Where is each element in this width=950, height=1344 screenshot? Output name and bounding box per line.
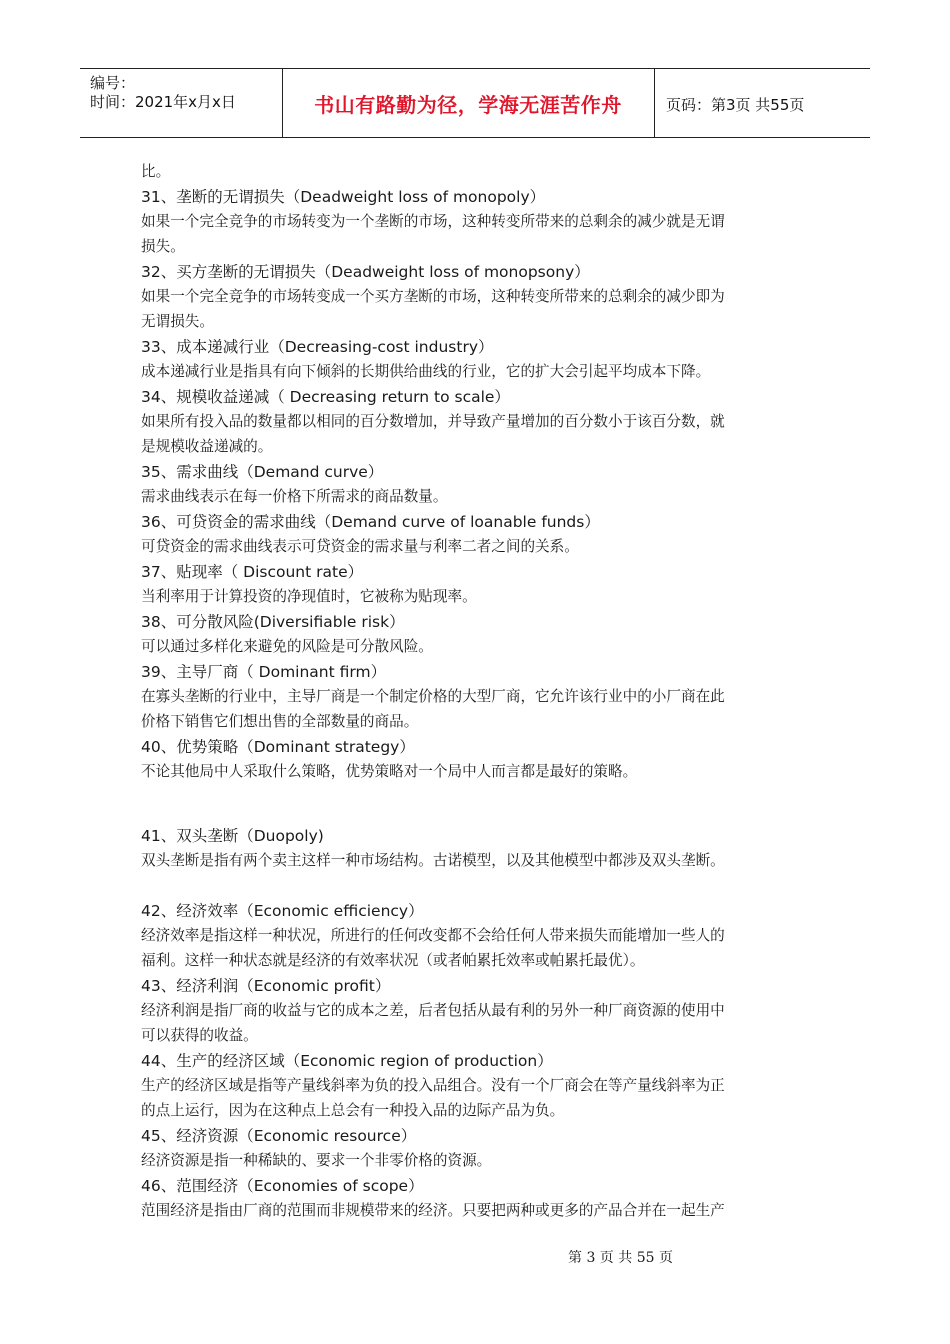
definition-text: 经济资源是指一种稀缺的、要求一个非零价格的资源。 [141, 1152, 492, 1169]
page-footer: 第 3 页 共 55 页 [568, 1250, 673, 1266]
definition-text: 价格下销售它们想出售的全部数量的商品。 [141, 713, 419, 730]
header-right-cell [656, 69, 870, 137]
definition-text: 无谓损失。 [141, 313, 214, 330]
definition-text: 在寡头垄断的行业中，主导厂商是一个制定价格的大型厂商，它允许该行业中的小厂商在此 [141, 688, 725, 705]
definition-text: 可以通过多样化来避免的风险是可分散风险。 [141, 638, 433, 655]
definition-text: 如果所有投入品的数量都以相同的百分数增加，并导致产量增加的百分数小于该百分数，就 [141, 413, 725, 430]
term-heading: 34、规模收益递减（ Decreasing return to scale） [141, 388, 510, 406]
definition-text: 不论其他局中人采取什么策略，优势策略对一个局中人而言都是最好的策略。 [141, 763, 638, 780]
definition-text: 需求曲线表示在每一价格下所需求的商品数量。 [141, 488, 448, 505]
term-heading: 35、需求曲线（Demand curve） [141, 463, 384, 481]
page-info: 页码：第3页 共55页 [666, 96, 805, 114]
definition-text: 范围经济是指由厂商的范围而非规模带来的经济。只要把两种或更多的产品合并在一起生产 [141, 1202, 725, 1219]
definition-text: 的点上运行，因为在这种点上总会有一种投入品的边际产品为负。 [141, 1102, 565, 1119]
term-heading: 45、经济资源（Economic resource） [141, 1127, 417, 1145]
term-heading: 41、双头垄断（Duopoly) [141, 827, 324, 845]
definition-text: 双头垄断是指有两个卖主这样一种市场结构。古诺模型，以及其他模型中都涉及双头垄断。 [141, 852, 725, 869]
term-heading: 38、可分散风险(Diversifiable risk） [141, 613, 405, 631]
definition-text: 当利率用于计算投资的净现值时，它被称为贴现率。 [141, 588, 477, 605]
definition-text: 损失。 [141, 238, 185, 255]
definition-text: 生产的经济区域是指等产量线斜率为负的投入品组合。没有一个厂商会在等产量线斜率为正 [141, 1077, 725, 1094]
serial-label: 编号： [90, 74, 136, 92]
definition-text: 比。 [141, 163, 171, 180]
term-heading: 40、优势策略（Dominant strategy） [141, 738, 415, 756]
definition-text: 是规模收益递减的。 [141, 438, 273, 455]
definition-text: 成本递减行业是指具有向下倾斜的长期供给曲线的行业，它的扩大会引起平均成本下降。 [141, 363, 711, 380]
definition-text: 经济效率是指这样一种状况，所进行的任何改变都不会给任何人带来损失而能增加一些人的 [141, 927, 725, 944]
header-left-cell [80, 69, 283, 137]
term-heading: 33、成本递减行业（Decreasing-cost industry） [141, 338, 494, 356]
term-heading: 43、经济利润（Economic profit） [141, 977, 391, 995]
term-heading: 36、可贷资金的需求曲线（Demand curve of loanable funds） [141, 513, 600, 531]
term-heading: 31、垄断的无谓损失（Deadweight loss of monopoly） [141, 188, 546, 206]
term-heading: 46、范围经济（Economies of scope） [141, 1177, 424, 1195]
definition-text: 如果一个完全竞争的市场转变为一个垄断的市场，这种转变所带来的总剩余的减少就是无谓 [141, 213, 725, 230]
motto: 书山有路勤为径，学海无涯苦作舟 [314, 93, 622, 117]
header-middle-cell [282, 69, 655, 137]
term-heading: 44、生产的经济区域（Economic region of production） [141, 1052, 553, 1070]
term-heading: 42、经济效率（Economic efficiency） [141, 902, 424, 920]
term-heading: 39、主导厂商（ Dominant firm） [141, 663, 387, 681]
time-label: 时间：2021年x月x日 [90, 93, 236, 111]
page-header [80, 68, 870, 138]
definition-text: 可贷资金的需求曲线表示可贷资金的需求量与利率二者之间的关系。 [141, 538, 579, 555]
definition-text: 福利。这样一种状态就是经济的有效率状况（或者帕累托效率或帕累托最优）。 [141, 952, 645, 969]
definition-text: 如果一个完全竞争的市场转变成一个买方垄断的市场，这种转变所带来的总剩余的减少即为 [141, 288, 725, 305]
definition-text: 可以获得的收益。 [141, 1027, 258, 1044]
term-heading: 32、买方垄断的无谓损失（Deadweight loss of monopsony） [141, 263, 590, 281]
definition-text: 经济利润是指厂商的收益与它的成本之差，后者包括从最有利的另外一种厂商资源的使用中 [141, 1002, 725, 1019]
term-heading: 37、贴现率（ Discount rate） [141, 563, 364, 581]
